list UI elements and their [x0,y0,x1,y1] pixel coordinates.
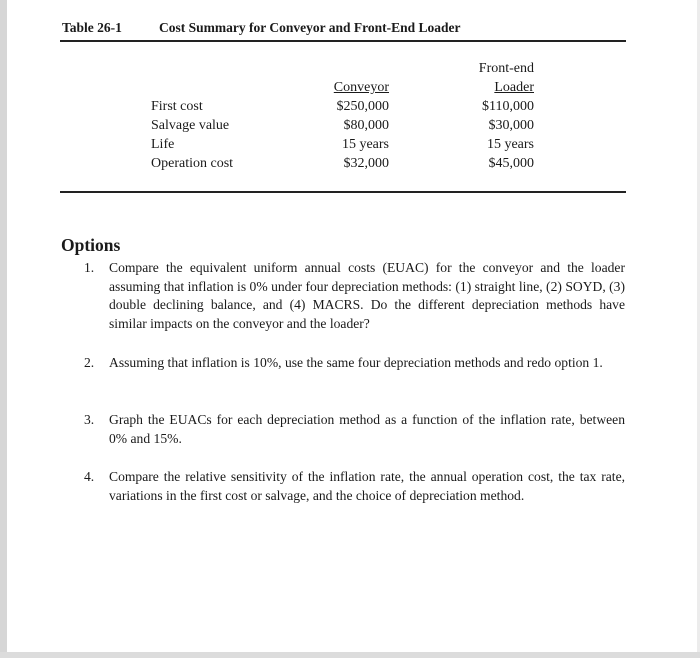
option-number: 4. [84,469,95,484]
cell-conveyor-operation-cost: $32,000 [343,156,389,171]
row-label-salvage-value: Salvage value [151,118,230,133]
row-label-life: Life [151,137,175,152]
option-item-3 [84,411,626,449]
option-item-1 [84,259,626,335]
page-bottom-edge [0,652,700,658]
cell-conveyor-first-cost: $250,000 [336,99,389,114]
option-number: 3. [84,412,95,427]
option-item-4 [84,468,626,506]
cell-loader-salvage-value: $30,000 [488,118,534,133]
conveyor-column-header: Conveyor [333,80,389,95]
option-text: Assuming that inflation is 10%, use the same four depreciation methods and redo option 1. [109,355,603,370]
option-number: 1. [84,260,95,275]
cell-conveyor-salvage-value: $80,000 [343,118,389,133]
cell-loader-operation-cost: $45,000 [488,156,534,171]
loader-column-header-line2: Loader [494,80,534,95]
row-label-first-cost: First cost [151,99,203,114]
row-label-operation-cost: Operation cost [151,156,234,171]
table-title: Cost Summary for Conveyor and Front-End Loader [159,20,461,35]
option-text: Compare the equivalent uniform annual costs (EUAC) for the conveyor and the loader assuming that inflation is 0% under four depreciation methods: (1) straight line, (2) SOYD, (3) double declining balance, and (4) MACRS. Do the different depreciation methods have similar impacts on the conveyor and the loader? [109,260,625,331]
option-text: Compare the relative sensitivity of the inflation rate, the annual operation cost, the tax rate, variations in the first cost or salvage, and the choice of depreciation method. [109,469,625,503]
option-text: Graph the EUACs for each depreciation method as a function of the inflation rate, between 0% and 15%. [109,412,625,446]
table-number: Table 26-1 [62,20,122,35]
option-item-2 [84,354,626,392]
table-header [60,20,626,42]
cell-loader-first-cost: $110,000 [482,99,534,114]
cell-loader-life: 15 years [486,137,534,152]
options-heading: Options [61,235,121,255]
option-number: 2. [84,355,95,370]
page-left-edge [0,0,7,658]
table-bottom-rule [60,191,626,193]
loader-column-header-line1: Front-end [478,61,534,76]
cell-conveyor-life: 15 years [341,137,389,152]
